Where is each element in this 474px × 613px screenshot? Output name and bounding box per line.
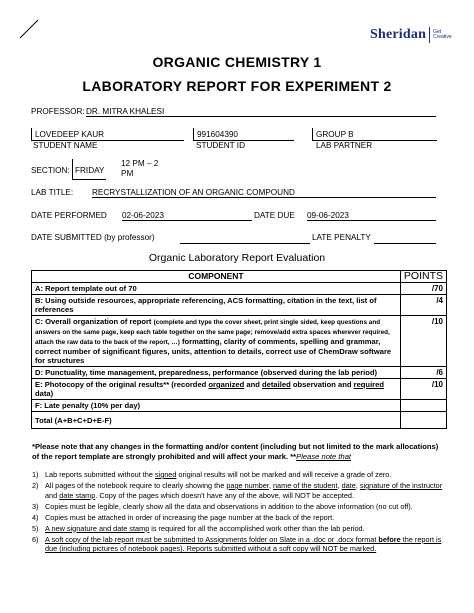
submission-rules-list	[32, 470, 444, 555]
rule-text	[45, 481, 444, 500]
rule-text: Copies must be legible, clearly show all the data and observations in addition to the above information (no cut off).	[45, 501, 413, 511]
section-time	[121, 159, 158, 179]
rubric-row-total: Total (A+B+C+D+E-F)	[32, 412, 401, 429]
rule-2-and: and	[45, 490, 60, 500]
rubric-row	[32, 400, 447, 412]
rule-6-before: before	[378, 534, 401, 544]
rubric-c-details: (complete and type the cover sheet, print single sided, keep questions and answers on the same page, keep each table together on the same page; remove/add extra spaces wherever required, attach the raw data to the back of the report, …)	[35, 319, 390, 346]
logo-tagline	[433, 30, 452, 41]
rubric-e-detailed: detailed	[262, 380, 291, 389]
lab-title-label: LAB TITLE:	[31, 188, 74, 197]
rubric-points-d: /6	[400, 367, 446, 379]
rubric-header-row	[32, 271, 447, 283]
logo-tagline-2: Creative	[433, 34, 452, 40]
rubric-row-f: F: Late penalty (10% per day)	[32, 400, 401, 412]
professor-value: DR. MITRA KHALESI	[86, 107, 165, 116]
rubric-row-d: D: Punctuality, time management, preparedness, performance (observed during the lab period)	[32, 367, 401, 379]
rubric-points-total[interactable]	[400, 412, 446, 429]
section-time-line-1: 12 PM – 2	[121, 159, 159, 168]
rubric-points-e: /10	[400, 379, 446, 400]
rule-2-page-number: page number	[226, 480, 269, 490]
rule-2-date: date	[341, 480, 356, 490]
rule-number: 4)	[32, 512, 39, 522]
rule-text	[45, 535, 444, 554]
date-performed-value: 02-06-2023	[122, 211, 164, 220]
rule-2-sep-2: ,	[337, 480, 342, 490]
rubric-c-part-2: formatting	[182, 337, 220, 346]
rule-6-part-2: the report is due (including pictures of notebook pages). Reports submitted without a soft copy will NOT be marked.	[45, 534, 442, 554]
rule-number: 2)	[32, 480, 39, 490]
rule-number: 6)	[32, 534, 39, 544]
corner-slash-mark	[18, 18, 40, 40]
rubric-row	[32, 316, 447, 367]
rule-5-part-1: is required for all the accomplished work other than the lab period.	[149, 523, 365, 533]
lab-partner-label: LAB PARTNER	[316, 141, 373, 150]
rubric-e-required: required	[353, 380, 384, 389]
group-value: GROUP B	[316, 130, 354, 139]
rule-2-sep-3: ,	[355, 480, 360, 490]
rule-2-part-1: All pages of the notebook require to clearly showing the	[45, 480, 227, 490]
section-day-field[interactable]	[72, 159, 106, 180]
rubric-row-e	[32, 379, 401, 400]
note-italic-text: Please note that	[296, 451, 352, 461]
student-name-label: STUDENT NAME	[33, 141, 98, 150]
rule-2-sep-1: ,	[268, 480, 273, 490]
date-due-label: DATE DUE	[254, 211, 295, 220]
evaluation-heading: Organic Laboratory Report Evaluation	[148, 252, 326, 264]
rubric-row	[32, 295, 447, 316]
rubric-e-part-2: and	[244, 380, 263, 389]
sheridan-logo	[370, 27, 452, 43]
rule-6-part-1: A soft copy of the lab report must be submitted to Assignments folder on Slate in a .doc or .docx format	[45, 534, 379, 544]
note-main-text: *Please note that any changes in the formatting and/or content (including but not limited to the mark allocations) of the report template are strongly prohibited and will affect your mark. **	[32, 442, 439, 461]
student-id-field[interactable]	[193, 128, 294, 141]
rule-number: 5)	[32, 523, 39, 533]
rubric-row	[32, 367, 447, 379]
rule-2-student-name: name of the student	[273, 480, 338, 490]
date-performed-label: DATE PERFORMED	[31, 211, 107, 220]
rule-number: 3)	[32, 501, 39, 511]
rubric-row-a: A: Report template out of 70	[32, 283, 401, 295]
section-time-line-2: PM	[121, 169, 134, 178]
list-item	[32, 513, 444, 523]
rubric-points-b: /4	[400, 295, 446, 316]
rubric-row-c	[32, 316, 401, 367]
logo-tagline-1: Get	[433, 28, 442, 35]
date-performed-field[interactable]	[122, 211, 252, 221]
rubric-row-b: B: Using outside resources, appropriate referencing, ACS formatting, citation in the text, list of references	[32, 295, 401, 316]
rule-1-signed: signed	[154, 470, 177, 479]
date-due-value: 09-06-2023	[307, 211, 349, 220]
late-penalty-field[interactable]	[374, 233, 436, 244]
rule-2-part-2: . Copy of the pages which doesn’t have any of the above, will NOT be accepted.	[95, 490, 354, 500]
rubric-e-part-3: observation and	[290, 380, 354, 389]
rubric-row	[32, 412, 447, 429]
logo-name: Sheridan	[370, 27, 427, 42]
lab-title-value: RECRYSTALLIZATION OF AN ORGANIC COMPOUND	[92, 188, 295, 197]
rubric-points-c: /10	[400, 316, 446, 367]
section-day-value: FRIDAY	[75, 166, 105, 175]
rule-1-part-1: Lab reports submitted without the	[45, 470, 155, 479]
rule-number: 1)	[32, 470, 39, 479]
section-label: SECTION:	[31, 166, 70, 175]
date-submitted-field[interactable]	[180, 233, 310, 244]
rule-2-date-stamp: date stamp	[59, 490, 96, 500]
course-title: ORGANIC CHEMISTRY 1	[152, 54, 322, 70]
rubric-points-f[interactable]	[400, 400, 446, 412]
list-item	[32, 535, 444, 554]
list-item	[32, 502, 444, 512]
student-id-label: STUDENT ID	[196, 141, 245, 150]
rubric-e-part-4: data)	[35, 389, 54, 398]
list-item	[32, 470, 444, 480]
formatting-note	[32, 442, 444, 461]
points-header: POINTS	[400, 271, 446, 283]
rubric-row	[32, 379, 447, 400]
rubric-table	[31, 270, 447, 429]
rubric-c-part-3: , clarity of comments, spelling and grammar, correct number of significant figures, units, attention to details, correct use of ChemDraw software for structures	[35, 337, 392, 365]
logo-separator	[429, 27, 430, 43]
rule-5-signature-stamp: A new signature and date stamp	[45, 523, 150, 533]
component-header: COMPONENT	[32, 271, 401, 283]
professor-label: PROFESSOR:	[31, 107, 85, 116]
rubric-e-part-1: E: Photocopy of the original results** (recorded	[35, 380, 209, 389]
rule-text: Copies must be attached in order of increasing the page number at the back of the report.	[45, 512, 335, 522]
date-due-field[interactable]	[307, 211, 436, 221]
professor-field[interactable]	[86, 107, 436, 117]
rule-2-signature: signature of the instructor	[359, 480, 443, 490]
student-id-value: 991604390	[197, 130, 238, 139]
rule-text	[45, 524, 444, 534]
rubric-points-a: /70	[400, 283, 446, 295]
rule-text	[45, 470, 444, 480]
lab-partner-field[interactable]	[312, 128, 437, 141]
student-name-field[interactable]	[31, 128, 184, 141]
rule-1-part-2: original results will not be marked and will receive a grade of zero.	[176, 470, 392, 479]
late-penalty-label: LATE PENALTY	[312, 233, 371, 242]
list-item	[32, 481, 444, 500]
report-title: LABORATORY REPORT FOR EXPERIMENT 2	[82, 78, 392, 94]
rubric-row	[32, 283, 447, 295]
rubric-c-part-1: C: Overall organization of report	[35, 317, 152, 326]
list-item	[32, 524, 444, 534]
date-submitted-label: DATE SUBMITTED (by professor)	[31, 233, 155, 242]
student-name-value: LOVEDEEP KAUR	[35, 130, 105, 139]
rubric-e-organized: organized	[208, 380, 245, 389]
lab-title-field[interactable]	[92, 188, 436, 198]
